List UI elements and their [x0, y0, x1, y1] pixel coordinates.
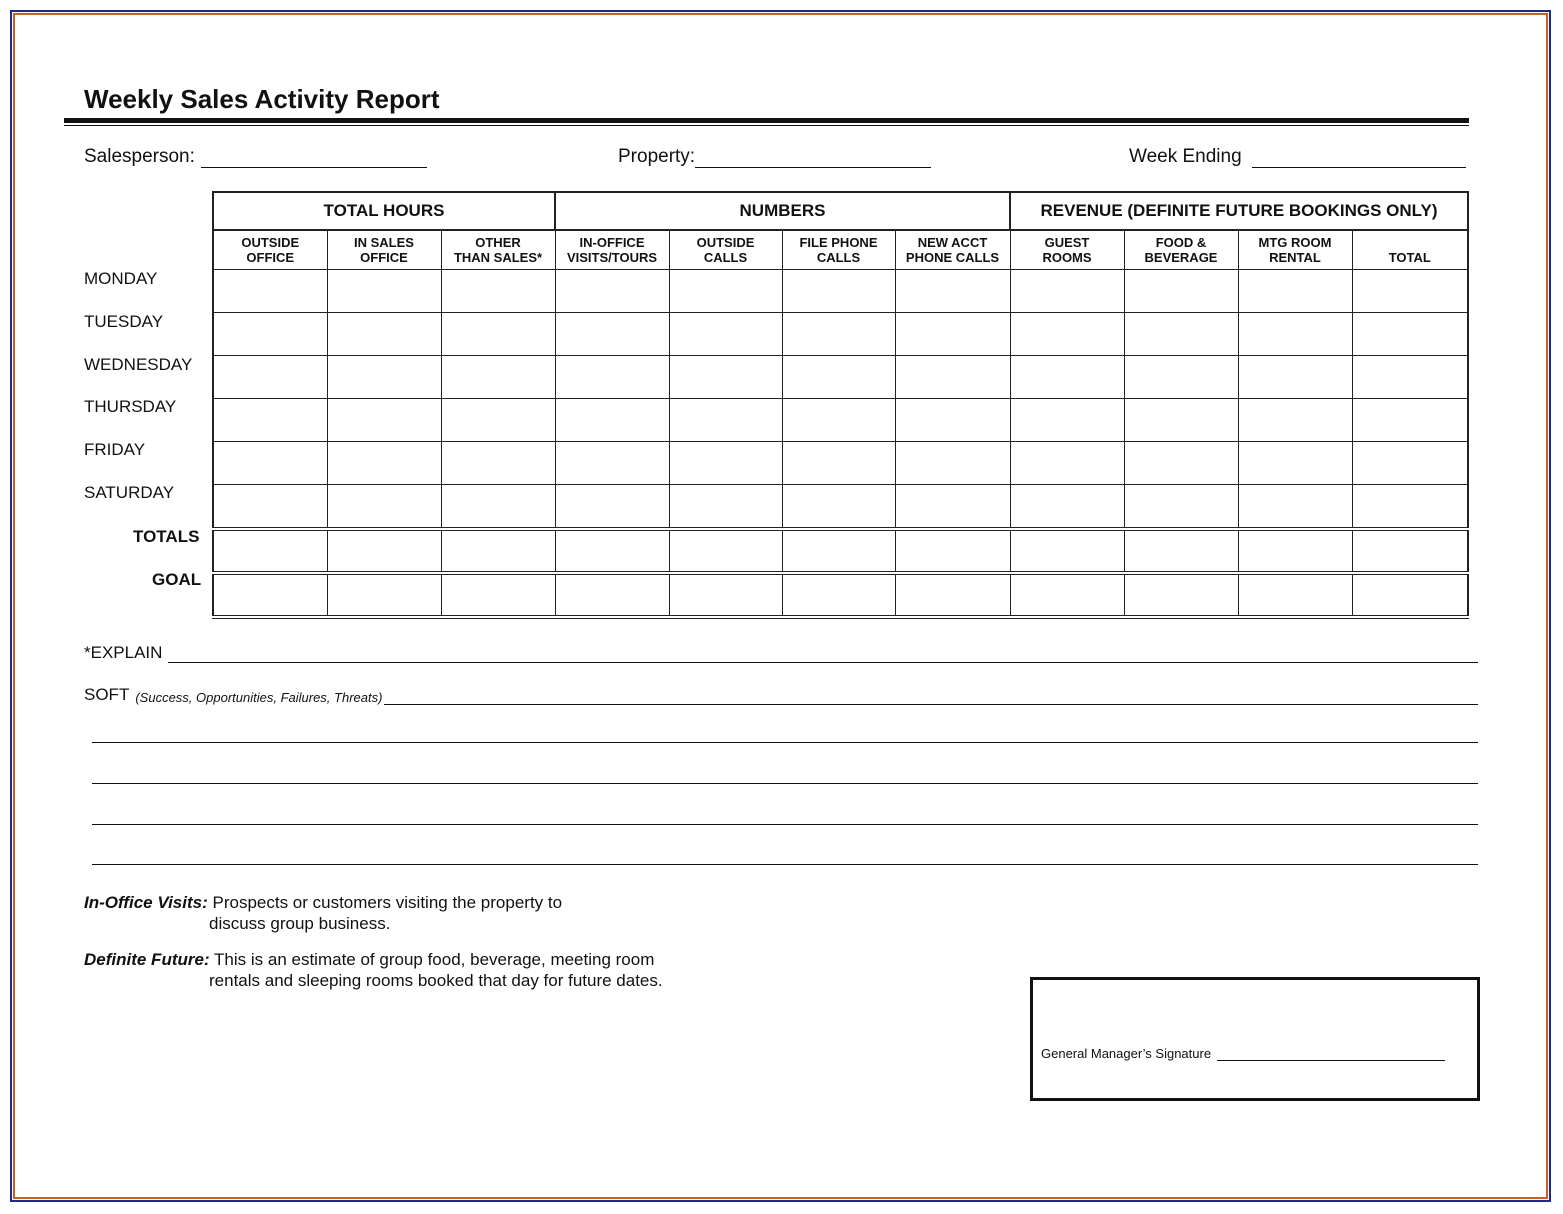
entry-cell[interactable] [1010, 529, 1124, 573]
table-row-wednesday [213, 356, 1468, 399]
entry-cell[interactable] [555, 573, 669, 617]
group-header-total-hours: TOTAL HOURS [213, 192, 555, 230]
week-ending-blank[interactable] [1252, 149, 1466, 168]
explain-field[interactable] [84, 643, 1478, 663]
soft-label: SOFT [84, 685, 130, 704]
entry-cell[interactable] [327, 485, 441, 530]
row-label-goal: GOAL [152, 570, 202, 589]
entry-cell[interactable] [782, 529, 895, 573]
row-label-friday: FRIDAY [84, 440, 146, 459]
entry-cell[interactable] [1352, 356, 1468, 399]
entry-cell[interactable] [441, 442, 555, 485]
column-header: OUTSIDE CALLS [669, 230, 782, 270]
soft-hint: (Success, Opportunities, Failures, Threats) [135, 690, 383, 705]
salesperson-blank[interactable] [201, 149, 427, 168]
entry-cell[interactable] [441, 313, 555, 356]
entry-cell[interactable] [555, 485, 669, 530]
row-label-saturday: SATURDAY [84, 483, 175, 502]
explain-label: *EXPLAIN [84, 643, 163, 662]
entry-cell[interactable] [782, 356, 895, 399]
entry-cell[interactable] [782, 485, 895, 530]
entry-cell[interactable] [669, 356, 782, 399]
writing-line[interactable] [92, 824, 1478, 825]
entry-cell[interactable] [1010, 313, 1124, 356]
entry-cell[interactable] [669, 270, 782, 313]
entry-cell[interactable] [1124, 313, 1238, 356]
entry-cell[interactable] [1352, 573, 1468, 617]
note-text: discuss group business. [209, 914, 391, 933]
entry-cell[interactable] [555, 442, 669, 485]
row-label-monday: MONDAY [84, 269, 158, 288]
entry-cell[interactable] [441, 270, 555, 313]
signature-field[interactable] [1041, 1046, 1445, 1061]
table-row-friday [213, 442, 1468, 485]
entry-cell[interactable] [327, 529, 441, 573]
salesperson-field[interactable] [84, 146, 427, 168]
entry-cell[interactable] [1352, 399, 1468, 442]
entry-cell[interactable] [555, 313, 669, 356]
entry-cell[interactable] [327, 399, 441, 442]
entry-cell[interactable] [782, 399, 895, 442]
column-header: OTHER THAN SALES* [441, 230, 555, 270]
table-row-tuesday [213, 313, 1468, 356]
entry-cell[interactable] [895, 573, 1010, 617]
entry-cell[interactable] [213, 442, 327, 485]
column-header: IN-OFFICE VISITS/TOURS [555, 230, 669, 270]
entry-cell[interactable] [441, 399, 555, 442]
signature-label: General Manager’s Signature [1041, 1046, 1212, 1061]
note-text: Prospects or customers visiting the property to [212, 893, 563, 912]
explain-line[interactable] [168, 646, 1478, 663]
entry-cell[interactable] [895, 399, 1010, 442]
entry-cell[interactable] [327, 270, 441, 313]
entry-cell[interactable] [895, 270, 1010, 313]
soft-line[interactable] [384, 688, 1478, 705]
entry-cell[interactable] [555, 529, 669, 573]
note-term: In-Office Visits: [84, 893, 208, 912]
soft-field[interactable] [84, 685, 1478, 705]
entry-cell[interactable] [1238, 313, 1352, 356]
group-header-numbers: NUMBERS [555, 192, 1010, 230]
writing-line[interactable] [92, 864, 1478, 865]
entry-cell[interactable] [1352, 313, 1468, 356]
writing-line[interactable] [92, 783, 1478, 784]
property-label: Property: [618, 146, 696, 167]
entry-cell[interactable] [895, 529, 1010, 573]
note-term: Definite Future: [84, 950, 210, 969]
week-ending-label: Week Ending [1129, 146, 1242, 167]
column-header: FOOD & BEVERAGE [1124, 230, 1238, 270]
group-header-revenue: REVENUE (DEFINITE FUTURE BOOKINGS ONLY) [1010, 192, 1468, 230]
entry-cell[interactable] [669, 399, 782, 442]
entry-cell[interactable] [1124, 529, 1238, 573]
row-label-totals: TOTALS [133, 527, 200, 546]
entry-cell[interactable] [213, 485, 327, 530]
entry-cell[interactable] [895, 442, 1010, 485]
note-definite-future [84, 949, 663, 991]
entry-cell[interactable] [1352, 529, 1468, 573]
entry-cell[interactable] [1238, 270, 1352, 313]
entry-cell[interactable] [1010, 270, 1124, 313]
entry-cell[interactable] [1238, 573, 1352, 617]
entry-cell[interactable] [1238, 356, 1352, 399]
writing-line[interactable] [92, 742, 1478, 743]
entry-cell[interactable] [782, 573, 895, 617]
entry-cell[interactable] [327, 442, 441, 485]
entry-cell[interactable] [327, 573, 441, 617]
entry-cell[interactable] [213, 356, 327, 399]
entry-cell[interactable] [669, 573, 782, 617]
table-row-totals [213, 529, 1468, 573]
entry-cell[interactable] [669, 313, 782, 356]
entry-cell[interactable] [1124, 270, 1238, 313]
title-rule-thin [64, 125, 1469, 126]
report-title: Weekly Sales Activity Report [84, 84, 440, 114]
entry-cell[interactable] [1352, 270, 1468, 313]
salesperson-label: Salesperson: [84, 146, 195, 167]
entry-cell[interactable] [1238, 485, 1352, 530]
table-row-monday [213, 270, 1468, 313]
table-row-goal [213, 573, 1468, 617]
row-label-wednesday: WEDNESDAY [84, 355, 193, 374]
column-header: IN SALES OFFICE [327, 230, 441, 270]
entry-cell[interactable] [441, 356, 555, 399]
title-rule [64, 118, 1469, 123]
entry-cell[interactable] [213, 573, 327, 617]
entry-cell[interactable] [441, 573, 555, 617]
entry-cell[interactable] [1238, 529, 1352, 573]
entry-cell[interactable] [213, 399, 327, 442]
entry-cell[interactable] [213, 270, 327, 313]
column-header: FILE PHONE CALLS [782, 230, 895, 270]
table-row-thursday [213, 399, 1468, 442]
note-in-office-visits [84, 892, 562, 934]
entry-cell[interactable] [441, 485, 555, 530]
entry-cell[interactable] [895, 313, 1010, 356]
entry-cell[interactable] [327, 313, 441, 356]
week-ending-field[interactable] [1129, 146, 1466, 168]
table-row-saturday [213, 485, 1468, 530]
entry-cell[interactable] [669, 442, 782, 485]
entry-cell[interactable] [555, 356, 669, 399]
signature-line[interactable] [1217, 1048, 1445, 1061]
signature-box [1030, 977, 1480, 1101]
entry-cell[interactable] [1124, 485, 1238, 530]
entry-cell[interactable] [782, 313, 895, 356]
entry-cell[interactable] [1124, 573, 1238, 617]
entry-cell[interactable] [1010, 573, 1124, 617]
entry-cell[interactable] [1010, 356, 1124, 399]
entry-cell[interactable] [441, 529, 555, 573]
entry-cell[interactable] [213, 529, 327, 573]
entry-cell[interactable] [1124, 399, 1238, 442]
column-header: TOTAL [1352, 230, 1468, 270]
activity-table [212, 191, 1469, 619]
column-header: GUEST ROOMS [1010, 230, 1124, 270]
column-header: OUTSIDE OFFICE [213, 230, 327, 270]
entry-cell[interactable] [1352, 442, 1468, 485]
note-text: rentals and sleeping rooms booked that day for future dates. [209, 971, 663, 990]
entry-cell[interactable] [1352, 485, 1468, 530]
note-text: This is an estimate of group food, beverage, meeting room [214, 950, 655, 969]
entry-cell[interactable] [669, 529, 782, 573]
entry-cell[interactable] [555, 399, 669, 442]
property-field[interactable] [618, 146, 931, 168]
row-label-thursday: THURSDAY [84, 397, 177, 416]
entry-cell[interactable] [213, 313, 327, 356]
entry-cell[interactable] [1238, 442, 1352, 485]
column-header: MTG ROOM RENTAL [1238, 230, 1352, 270]
entry-cell[interactable] [1238, 399, 1352, 442]
entry-cell[interactable] [782, 442, 895, 485]
entry-cell[interactable] [1010, 399, 1124, 442]
entry-cell[interactable] [1124, 356, 1238, 399]
entry-cell[interactable] [669, 485, 782, 530]
entry-cell[interactable] [895, 485, 1010, 530]
entry-cell[interactable] [555, 270, 669, 313]
entry-cell[interactable] [1010, 485, 1124, 530]
row-label-tuesday: TUESDAY [84, 312, 164, 331]
entry-cell[interactable] [1010, 442, 1124, 485]
column-header: NEW ACCT PHONE CALLS [895, 230, 1010, 270]
entry-cell[interactable] [327, 356, 441, 399]
entry-cell[interactable] [1124, 442, 1238, 485]
entry-cell[interactable] [895, 356, 1010, 399]
property-blank[interactable] [695, 149, 931, 168]
entry-cell[interactable] [782, 270, 895, 313]
